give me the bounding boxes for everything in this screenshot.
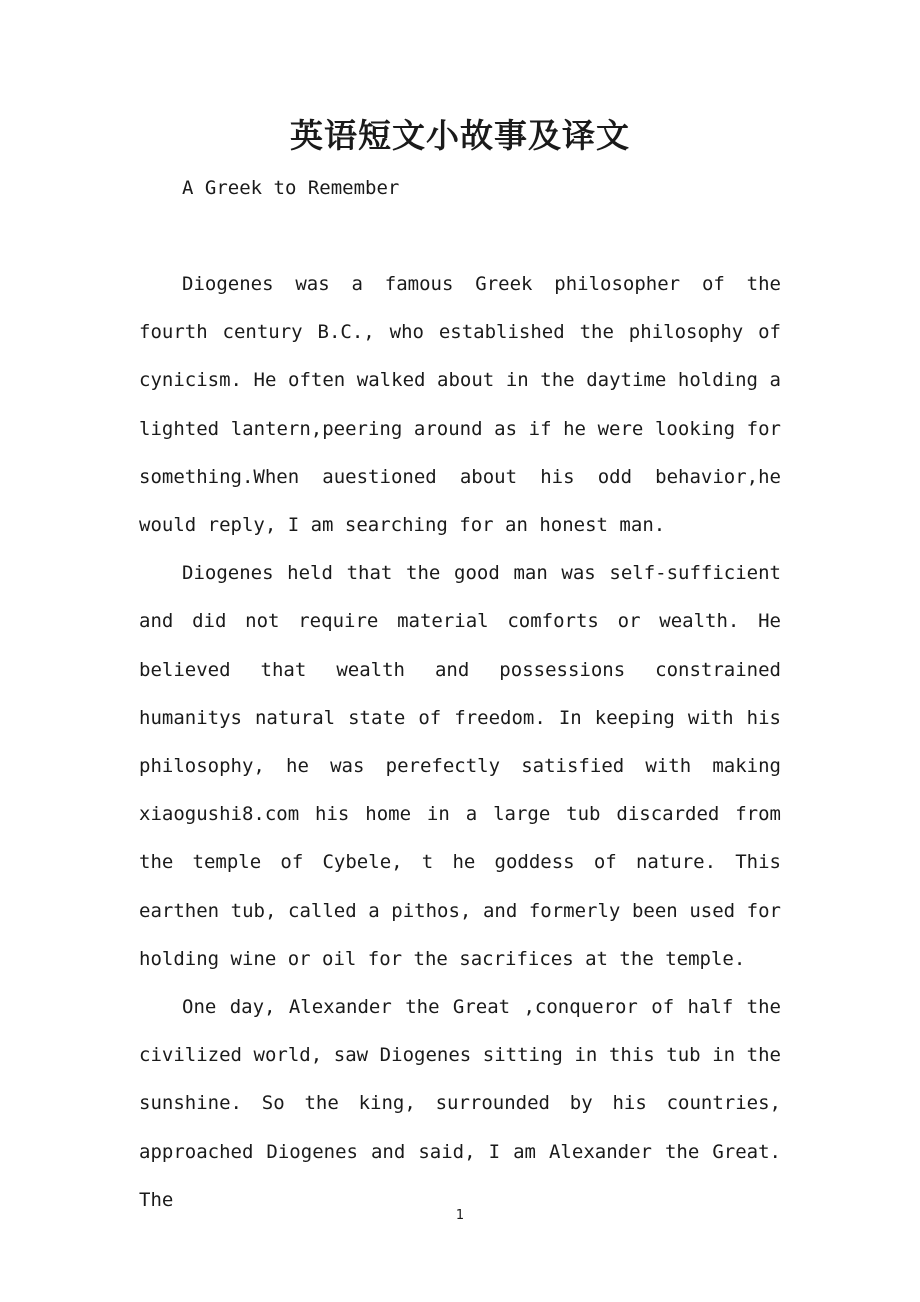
document-title: 英语短文小故事及译文 [290,116,630,155]
paragraph-2: Diogenes held that the good man was self-sufficient and did not require material comforts or wealth. He believed that wealth and possessions constrained humanitys natural state of freedom. In keeping with his philosophy, he was perefectly satisfied with making xiaogushi8.com his home in a large tub discarded from the temple of Cybele, t he goddess of nature. This earthen tub, called a pithos, and formerly been used for holding wine or oil for the sacrifices at the temple. [139,562,781,970]
paragraph-1: Diogenes was a famous Greek philosopher of the fourth century B.C., who established the philosophy of cynicism. He often walked about in the daytime holding a lighted lantern,peering around as if he were looking for something.When auestioned about his odd behavior,he would reply, I am searching for an honest man. [139,273,781,537]
page-number: 1 [455,1208,465,1223]
paragraph-3: One day, Alexander the Great ,conqueror of half the civilized world, saw Diogenes sitting in this tub in the sunshine. So the king, surrounded by his countries, approached Diogenes and said, I am Alexander the Great. The [139,996,781,1211]
story-body [139,260,781,1224]
story-subtitle: A Greek to Remember [182,177,400,199]
